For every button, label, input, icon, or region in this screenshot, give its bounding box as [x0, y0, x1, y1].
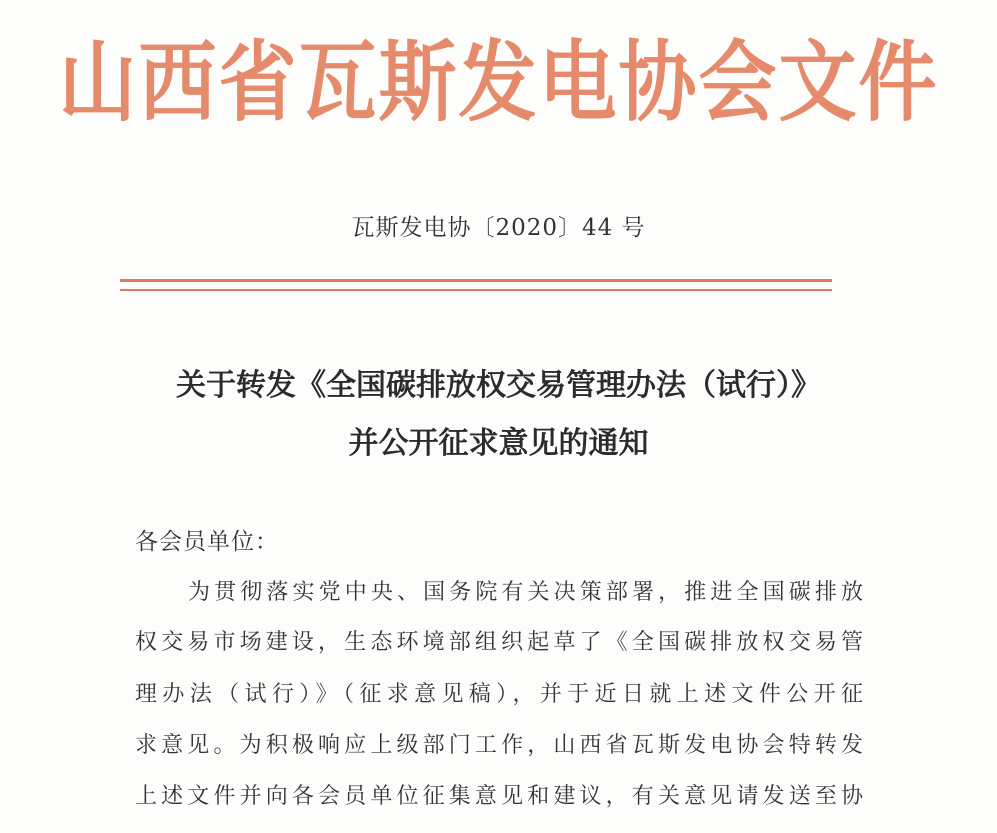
- body-paragraph-line: 上述文件并向各会员单位征集意见和建议，有关意见请发送至协: [135, 784, 863, 809]
- organization-header: 山西省瓦斯发电协会文件: [58, 32, 939, 134]
- notice-title-line-1: 关于转发《全国碳排放权交易管理办法（试行）》: [176, 368, 821, 403]
- salutation: 各会员单位：: [135, 529, 279, 555]
- body-paragraph-line: 理办法（试行）》（征求意见稿），并于近日就上述文件公开征: [135, 682, 863, 707]
- header-divider-thick: [120, 279, 832, 282]
- notice-title-line-2: 并公开征求意见的通知: [348, 426, 649, 461]
- body-paragraph-line: 权交易市场建设，生态环境部组织起草了《全国碳排放权交易管: [135, 630, 863, 655]
- body-paragraph-line: 为贯彻落实党中央、国务院有关决策部署，推进全国碳排放: [188, 580, 863, 605]
- body-paragraph-line: 求意见。为积极响应上级部门工作，山西省瓦斯发电协会特转发: [135, 733, 863, 758]
- header-divider-thin: [120, 289, 832, 291]
- document-number: 瓦斯发电协〔2020〕44 号: [351, 215, 646, 241]
